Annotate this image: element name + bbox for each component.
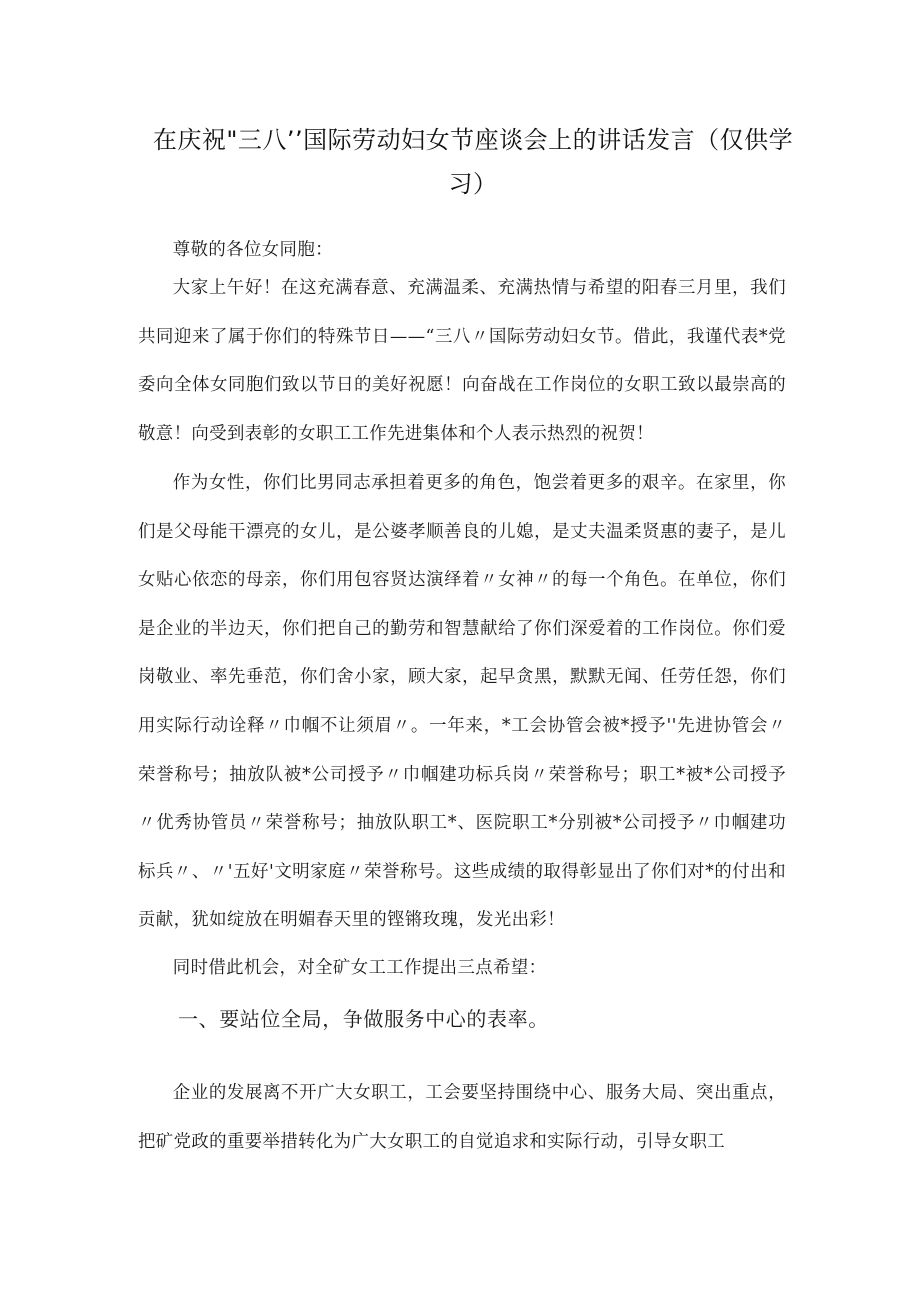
paragraph-role: 作为女性，你们比男同志承担着更多的角色，饱尝着更多的艰辛。在家里，你们是父母能干漂亮的女儿，是公婆孝顺善良的儿媳，是丈夫温柔贤惠的妻子，是儿女贴心依恋的母亲，你们用包容贤达演绎着〃女神〃的每一个角色。在单位，你们是企业的半边天，你们把自己的勤劳和智慧献给了你们深爱着的工作岗位。你们爱岗敬业、率先垂范，你们舍小家，顾大家，起早贪黑，默默无闻、任劳任怨，你们用实际行动诠释〃巾帼不让须眉〃。一年来，*工会协管会被*授予''先进协管会〃荣誉称号；抽放队被*公司授予〃巾帼建功标兵岗〃荣誉称号；职工*被*公司授予〃优秀协管员〃荣誉称号；抽放队职工*、医院职工*分别被*公司授予〃巾帼建功标兵〃、〃'五好'文明家庭〃荣誉称号。这些成绩的取得彰显出了你们对*的付出和贡献，犹如绽放在明媚春天里的铿锵玫瑰，发光出彩！ [138, 473, 786, 931]
salutation: 尊敬的各位女同胞： [172, 240, 333, 260]
section-heading-point-one: 一、要站位全局，争做服务中心的表率。 [178, 1007, 549, 1031]
document-title: 在庆祝"三八’’国际劳动妇女节座谈会上的讲话发言（仅供学习） [152, 126, 794, 198]
paragraph-hopes: 同时借此机会，对全矿女工工作提出三点希望： [172, 958, 547, 978]
paragraph-point-one: 企业的发展离不开广大女职工，工会要坚持围绕中心、服务大局、突出重点，把矿党政的重要举措转化为广大女职工的自觉追求和实际行动，引导女职工 [138, 1083, 786, 1152]
paragraph-greeting: 大家上午好！在这充满春意、充满温柔、充满热情与希望的阳春三月里，我们共同迎来了属于你们的特殊节日——“三八〃国际劳动妇女节。借此，我谨代表*党委向全体女同胞们致以节日的美好祝愿！向奋战在工作岗位的女职工致以最崇高的敬意！向受到表彰的女职工工作先进集体和个人表示热烈的祝贺！ [138, 278, 786, 444]
